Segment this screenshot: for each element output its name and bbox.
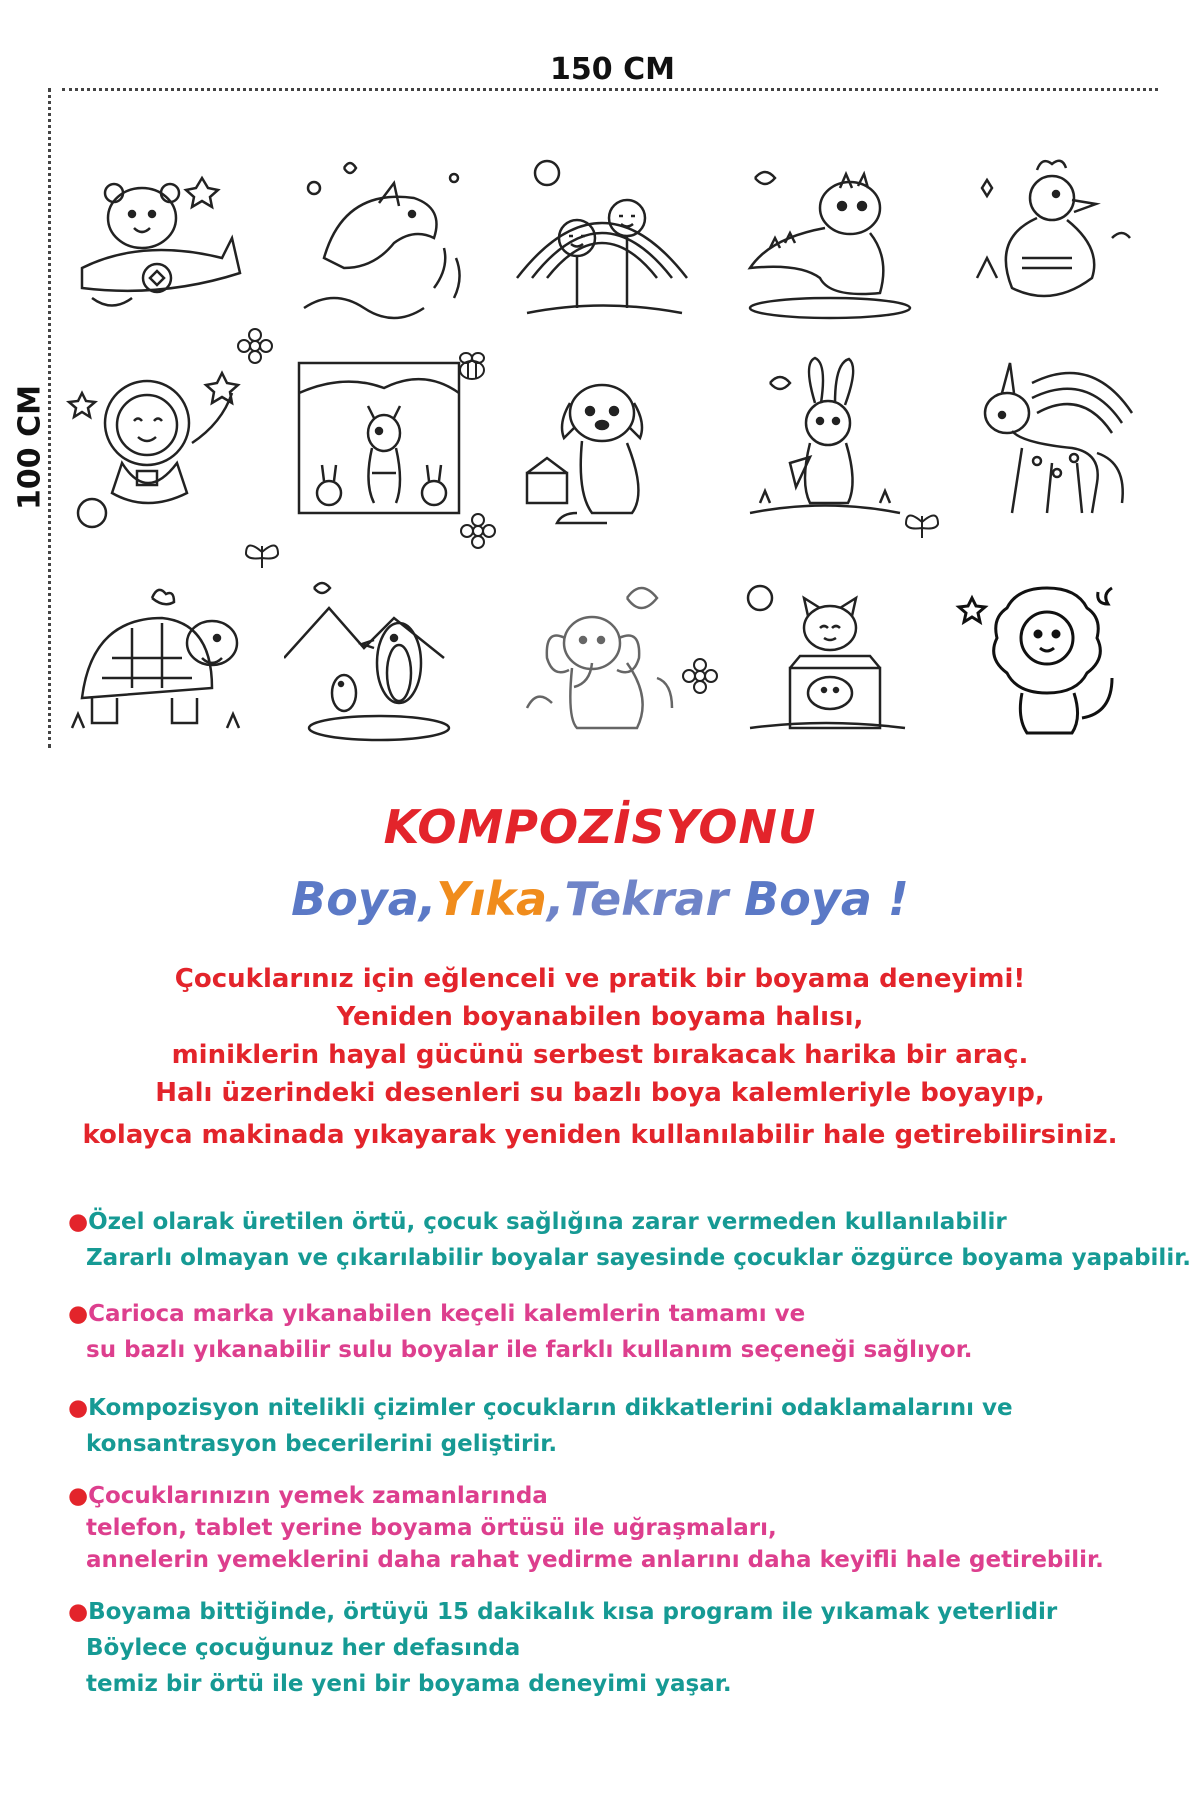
bullet-line: Carioca marka yıkanabilen keçeli kalemlerin tamamı ve <box>88 1301 806 1327</box>
intro-line: Yeniden boyanabilen boyama halısı, <box>336 1002 864 1032</box>
dolphin-icon <box>284 148 474 328</box>
lion-icon <box>952 568 1142 748</box>
flower-icon <box>237 328 273 364</box>
flower-icon <box>682 658 718 694</box>
slogan-part-boya: Boya, <box>291 872 437 926</box>
bullet-line: Zararlı olmayan ve çıkarılabilir boyalar sayesinde çocuklar özgürce boyama yapabilir. <box>86 1245 1191 1271</box>
bullet-line: Böylece çocuğunuz her defasında <box>86 1635 521 1661</box>
bullet-line: Kompozisyon nitelikli çizimler çocukların dikkatlerini odaklamalarını ve <box>88 1395 1013 1421</box>
intro-line: Halı üzerindeki desenleri su bazlı boya kalemleriyle boyayıp, <box>155 1078 1045 1108</box>
butterfly-icon <box>902 508 942 544</box>
bullet-line: Çocuklarınızın yemek zamanlarında <box>88 1483 548 1509</box>
feature-bullet-safety <box>68 1204 1191 1276</box>
feature-bullet-washing <box>68 1594 1057 1702</box>
sunflowers-rainbow-icon <box>507 148 697 328</box>
butterfly-icon <box>242 538 282 574</box>
bullet-line: temiz bir örtü ile yeni bir boyama deneyimi yaşar. <box>86 1671 732 1697</box>
bullet-line: annelerin yemeklerini daha rahat yedirme anlarını daha keyifli hale getirebilir. <box>86 1547 1104 1573</box>
feature-bullet-markers <box>68 1296 973 1368</box>
bullet-line: Boyama bittiğinde, örtüyü 15 dakikalık kısa program ile yıkamak yeterlidir <box>88 1599 1058 1625</box>
duck-icon <box>952 148 1142 328</box>
bullet-dot: ● <box>68 1483 89 1509</box>
unicorn-icon <box>952 353 1142 533</box>
bunny-carrot-icon <box>730 353 920 533</box>
slogan-part-boya-end: Boya ! <box>744 872 909 926</box>
width-dimension-line <box>62 88 1158 91</box>
intro-line: Çocuklarınız için eğlenceli ve pratik bir boyama deneyimi! <box>174 964 1026 994</box>
monkey-astronaut-icon <box>62 353 252 533</box>
deer-bunnies-icon <box>284 353 474 533</box>
coloring-mat-illustrations <box>62 138 1162 758</box>
feature-bullet-mealtime <box>68 1480 1104 1576</box>
bullet-dot: ● <box>68 1599 89 1625</box>
width-dimension-label: 150 CM <box>550 52 675 87</box>
intro-line: miniklerin hayal gücünü serbest bırakacak harika bir araç. <box>171 1040 1029 1070</box>
bullet-line: su bazlı yıkanabilir sulu boyalar ile farklı kullanım seçeneği sağlıyor. <box>86 1337 973 1363</box>
bullet-dot: ● <box>68 1209 89 1235</box>
penguins-icon <box>284 568 474 748</box>
feature-bullet-focus <box>68 1390 1013 1462</box>
bullet-line: konsantrasyon becerilerini geliştirir. <box>86 1431 558 1457</box>
intro-line: kolayca makinada yıkayarak yeniden kullanılabilir hale getirebilirsiniz. <box>82 1120 1118 1150</box>
dinosaur-icon <box>730 148 920 328</box>
bullet-line: Özel olarak üretilen örtü, çocuk sağlığına zarar vermeden kullanılabilir <box>88 1209 1007 1235</box>
elephant-icon <box>507 568 697 748</box>
slogan <box>0 872 1200 926</box>
height-dimension-line <box>48 88 51 748</box>
slogan-part-tekrar: ,Tekrar <box>547 872 745 926</box>
height-dimension-label: 100 CM <box>12 385 48 510</box>
puppy-icon <box>507 353 697 533</box>
bear-in-airplane-icon <box>62 148 252 328</box>
bee-icon <box>452 348 492 384</box>
cat-dog-icon <box>730 568 920 748</box>
bullet-dot: ● <box>68 1395 89 1421</box>
bullet-line: telefon, tablet yerine boyama örtüsü ile uğraşmaları, <box>86 1515 777 1541</box>
slogan-part-yika: Yıka <box>436 872 548 926</box>
bullet-dot: ● <box>68 1301 89 1327</box>
composition-title: KOMPOZİSYONU <box>383 800 817 854</box>
flower-icon <box>460 513 496 549</box>
turtle-icon <box>62 568 252 748</box>
